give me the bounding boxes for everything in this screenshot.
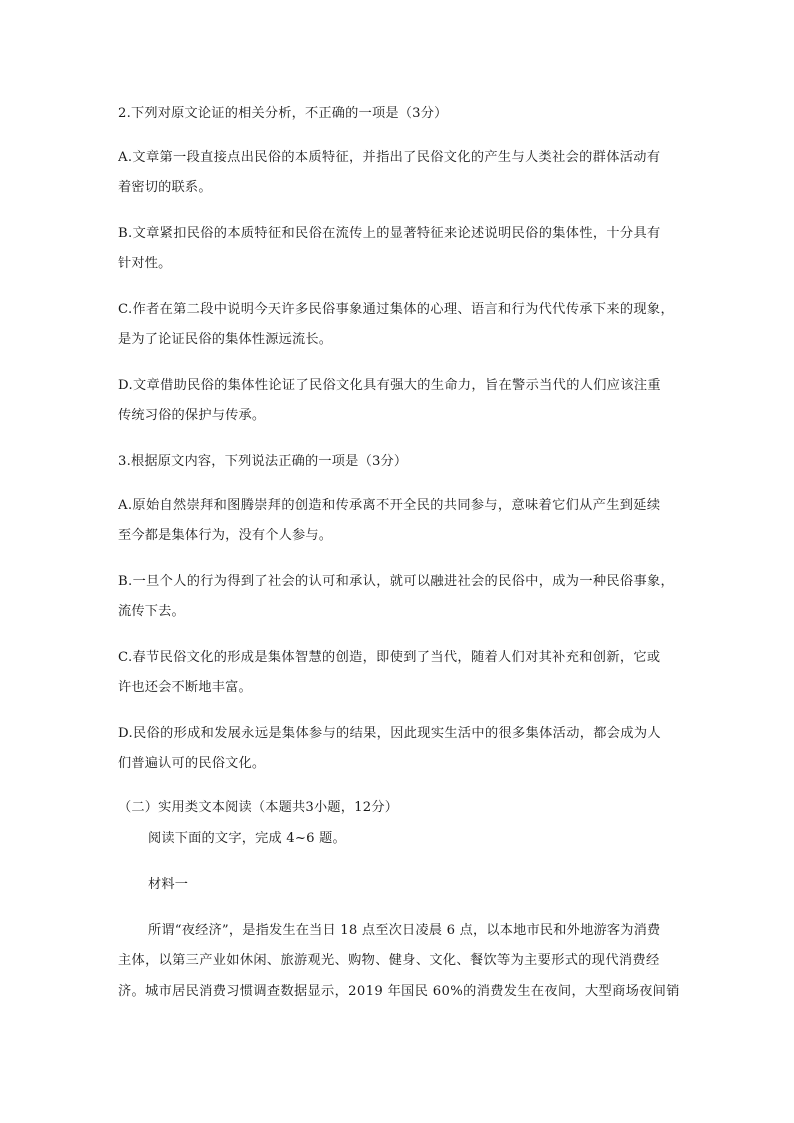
q3-option-d-line-2: 们普遍认可的民俗文化。 — [118, 756, 266, 771]
question-2-stem: 2.下列对原文论证的相关分析，不正确的一项是（3分） — [118, 106, 448, 121]
section-heading: （二）实用类文本阅读（本题共3小题，12分） — [118, 800, 399, 815]
question-3-stem: 3.根据原文内容，下列说法正确的一项是（3分） — [118, 454, 408, 469]
q2-option-a-line-2: 着密切的联系。 — [118, 180, 212, 195]
reading-instruction: 阅读下面的文字，完成 4~6 题。 — [148, 831, 346, 846]
q2-option-d-line-2: 传统习俗的保护与传承。 — [118, 408, 266, 423]
q3-option-c-line-1: C.春节民俗文化的形成是集体智慧的创造，即使到了当代，随着人们对其补充和创新，它或 — [118, 650, 661, 665]
q3-option-b-line-1: B.一旦个人的行为得到了社会的认可和承认，就可以融进社会的民俗中，成为一种民俗事象， — [118, 574, 675, 589]
material-paragraph-line-3: 济。城市居民消费习惯调查数据显示，2019 年国民 60%的消费发生在夜间，大型商场夜间销 — [118, 984, 680, 999]
q2-option-d-line-1: D.文章借助民俗的集体性论证了民俗文化具有强大的生命力，旨在警示当代的人们应该注重 — [118, 378, 661, 393]
q3-option-c-line-2: 许也还会不断地丰富。 — [118, 680, 252, 695]
q3-option-a-line-1: A.原始自然崇拜和图腾崇拜的创造和传承离不开全民的共同参与，意味着它们从产生到延续 — [118, 498, 661, 513]
q2-option-c-line-1: C.作者在第二段中说明今天许多民俗事象通过集体的心理、语言和行为代代传承下来的现象， — [118, 302, 675, 317]
q2-option-c-line-2: 是为了论证民俗的集体性源远流长。 — [118, 332, 333, 347]
material-paragraph-line-1: 所谓“夜经济”，是指发生在当日 18 点至次日凌晨 6 点，以本地市民和外地游客为消费 — [148, 923, 661, 938]
q3-option-d-line-1: D.民俗的形成和发展永远是集体参与的结果，因此现实生活中的很多集体活动，都会成为人 — [118, 726, 661, 741]
q3-option-b-line-2: 流传下去。 — [118, 604, 185, 619]
material-paragraph-line-2: 主体，以第三产业如休闲、旅游观光、购物、健身、文化、餐饮等为主要形式的现代消费经 — [118, 953, 660, 968]
material-title: 材料一 — [148, 877, 189, 892]
q2-option-a-line-1: A.文章第一段直接点出民俗的本质特征，并指出了民俗文化的产生与人类社会的群体活动有 — [118, 150, 661, 165]
q3-option-a-line-2: 至今都是集体行为，没有个人参与。 — [118, 528, 333, 543]
q2-option-b-line-1: B.文章紧扣民俗的本质特征和民俗在流传上的显著特征来论述说明民俗的集体性，十分具有 — [118, 226, 661, 241]
q2-option-b-line-2: 针对性。 — [118, 256, 172, 271]
